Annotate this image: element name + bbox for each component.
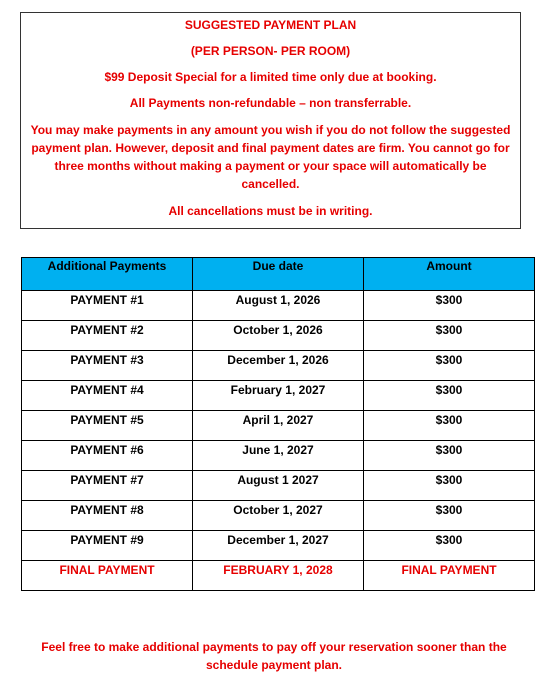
final-payment-label: FINAL PAYMENT <box>22 561 193 591</box>
table-row <box>22 351 535 381</box>
due-date: February 1, 2027 <box>193 381 364 411</box>
payment-schedule-table <box>21 257 535 591</box>
payment-label: PAYMENT #5 <box>22 411 193 441</box>
payment-label: PAYMENT #9 <box>22 531 193 561</box>
table-header-row <box>22 258 535 291</box>
header-amount: Amount <box>364 258 535 291</box>
payment-label: PAYMENT #8 <box>22 501 193 531</box>
due-date: August 1 2027 <box>193 471 364 501</box>
payment-label: PAYMENT #2 <box>22 321 193 351</box>
deposit-note: $99 Deposit Special for a limited time only due at booking. <box>104 70 437 84</box>
due-date: April 1, 2027 <box>193 411 364 441</box>
due-date: June 1, 2027 <box>193 441 364 471</box>
due-date: December 1, 2026 <box>193 351 364 381</box>
amount: $300 <box>364 291 535 321</box>
amount: $300 <box>364 411 535 441</box>
table-row <box>22 411 535 441</box>
payment-details-note: You may make payments in any amount you wish if you do not follow the suggested payment plan. However, deposit and final payment dates are firm. You cannot go for three months without making a payment or your space will automatically be cancelled. <box>30 123 511 191</box>
final-amount: FINAL PAYMENT <box>364 561 535 591</box>
amount: $300 <box>364 471 535 501</box>
table-row <box>22 531 535 561</box>
payment-label: PAYMENT #4 <box>22 381 193 411</box>
notice-subtitle: (PER PERSON- PER ROOM) <box>190 44 351 58</box>
amount: $300 <box>364 351 535 381</box>
payment-plan-notice-box <box>20 12 521 229</box>
payment-label: PAYMENT #1 <box>22 291 193 321</box>
table-row <box>22 381 535 411</box>
amount: $300 <box>364 531 535 561</box>
refund-note: All Payments non-refundable – non transferrable. <box>129 96 412 110</box>
cancellation-note: All cancellations must be in writing. <box>168 204 373 218</box>
payment-label: PAYMENT #6 <box>22 441 193 471</box>
notice-title: SUGGESTED PAYMENT PLAN <box>184 18 357 32</box>
due-date: August 1, 2026 <box>193 291 364 321</box>
due-date: October 1, 2027 <box>193 501 364 531</box>
amount: $300 <box>364 501 535 531</box>
due-date: October 1, 2026 <box>193 321 364 351</box>
payment-label: PAYMENT #3 <box>22 351 193 381</box>
amount: $300 <box>364 441 535 471</box>
payment-label: PAYMENT #7 <box>22 471 193 501</box>
final-due-date: FEBRUARY 1, 2028 <box>193 561 364 591</box>
table-row <box>22 471 535 501</box>
header-additional-payments: Additional Payments <box>22 258 193 291</box>
final-payment-row <box>22 561 535 591</box>
due-date: December 1, 2027 <box>193 531 364 561</box>
table-row <box>22 291 535 321</box>
additional-payments-footer-note: Feel free to make additional payments to pay off your reservation sooner than the schedule payment plan. <box>41 640 507 672</box>
table-row <box>22 441 535 471</box>
table-row <box>22 501 535 531</box>
amount: $300 <box>364 381 535 411</box>
table-row <box>22 321 535 351</box>
amount: $300 <box>364 321 535 351</box>
header-due-date: Due date <box>193 258 364 291</box>
